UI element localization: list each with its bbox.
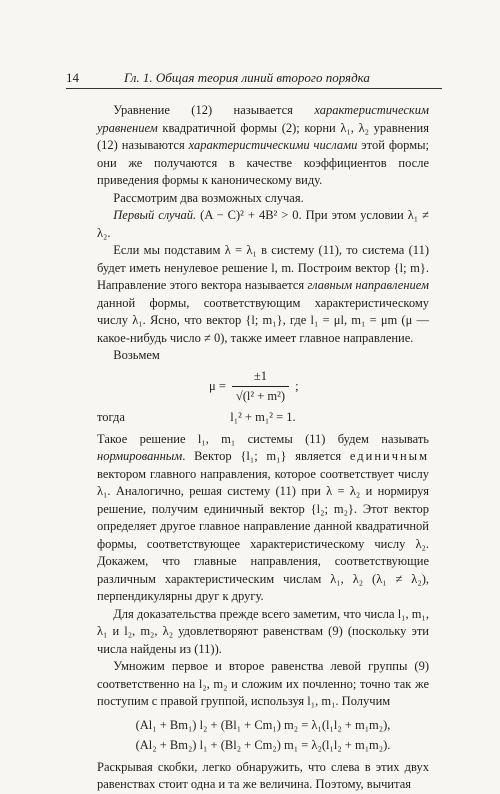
equation-2: (Al₂ + Bm₂) l₁ + (Bl₂ + Cm₂) m₁ = λ₂(l₁l₂ + m₁m₂). bbox=[135, 738, 391, 752]
text-run: вектором главного направления, которое соответствует числу λ₁. Аналогично, решая систему (11) при λ = λ₂ и нормируя решение, получим единичный вектор {l₂; m₂}. Этот вектор определяет другое главное направление данной квадратичной формы, соответствующее характеристическому числу λ₂. Докажем, что главные направления, соответствующие различным характеристическим числам λ₁, λ₂ (λ₁ ≠ λ₂), перпендикулярны друг к другу. bbox=[97, 466, 429, 603]
page-body bbox=[97, 102, 429, 794]
fraction-numerator: ±1 bbox=[253, 368, 268, 383]
formula-tail: ; bbox=[295, 378, 299, 393]
text-run: (A − C)² + 4B² > 0. При этом условии λ₁ ≠ λ₂. bbox=[97, 208, 429, 240]
text-run: Такое решение l₁, m₁ системы (11) будем называть bbox=[97, 431, 429, 446]
text-run: Уравнение (12) называется bbox=[113, 103, 315, 117]
paragraph-multiply: Умножим первое и второе равенства левой группы (9) соответственно на l₂, m₂ и сложим их почленно; точно так же поступим с правой группой, используя l₁, m₁. Получим bbox=[97, 659, 429, 708]
text-run: данной формы, соответствующим характеристическому числу λ₁. Ясно, что вектор {l; m₁}, где l₁ = μl, m₁ = μm (μ — какое-нибудь число ≠ 0), также имеет главное направление. bbox=[97, 295, 429, 345]
term-unit-spaced: единичным bbox=[349, 449, 429, 463]
case-heading: Первый случай. bbox=[113, 208, 197, 222]
paragraph-first-case bbox=[97, 207, 429, 242]
formula-mu bbox=[97, 367, 429, 407]
paragraph-characteristic-equation bbox=[97, 102, 429, 190]
paragraph-two-cases: Рассмотрим два возможных случая. bbox=[113, 190, 304, 205]
term-normalized: нормированным bbox=[97, 449, 183, 463]
page-number: 14 bbox=[66, 70, 79, 85]
paragraph-expand: Раскрывая скобки, легко обнаружить, что слева в этих двух равенствах стоит одна и та же величина. Поэтому, вычитая bbox=[97, 759, 429, 791]
paragraph-normalized-solution bbox=[97, 431, 429, 606]
formula-normalization bbox=[97, 409, 429, 427]
equation-1: (Al₁ + Bm₁) l₂ + (Bl₁ + Cm₁) m₂ = λ₁(l₁l₂ + m₁m₂), bbox=[135, 717, 391, 732]
paragraph-take: Возьмем bbox=[113, 348, 160, 362]
label-then: тогда bbox=[97, 409, 125, 424]
fraction-denominator: √(l² + m²) bbox=[235, 389, 286, 403]
term-characteristic-numbers: характеристическими числами bbox=[188, 138, 358, 152]
text-run: Если мы подставим λ = λ₁ в систему (11), то система (11) будет иметь ненулевое решение l, m. Построим вектор {l; m}. Направление этого вектора называется bbox=[97, 243, 429, 292]
text-run: квадратичной формы (2); корни λ₁, λ₂ уравнения (12) называются bbox=[97, 120, 429, 152]
paragraph-main-direction bbox=[97, 242, 429, 347]
formula-lhs: μ = bbox=[209, 378, 226, 393]
running-head bbox=[66, 68, 442, 88]
text-run: . Вектор {l₁; m₁} является bbox=[182, 449, 350, 463]
fraction bbox=[232, 368, 289, 406]
chapter-title: Гл. 1. Общая теория линий второго порядка bbox=[124, 70, 370, 85]
term-characteristic-equation: характеристическим уравнением bbox=[97, 103, 429, 135]
paragraph-proof-start: Для доказательства прежде всего заметим, что числа l₁, m₁, λ₁ и l₂, m₂, λ₂ удовлетворяют равенствам (9) (поскольку эти числа найдены из (11)). bbox=[97, 606, 429, 656]
term-main-direction: главным направлением bbox=[307, 278, 429, 292]
header-rule bbox=[66, 88, 442, 89]
formula-unit-length: l₁² + m₁² = 1. bbox=[230, 409, 296, 424]
text-run: этой формы; они же получаются в качестве коэффициентов после приведения формы к каноническому виду. bbox=[97, 138, 430, 187]
